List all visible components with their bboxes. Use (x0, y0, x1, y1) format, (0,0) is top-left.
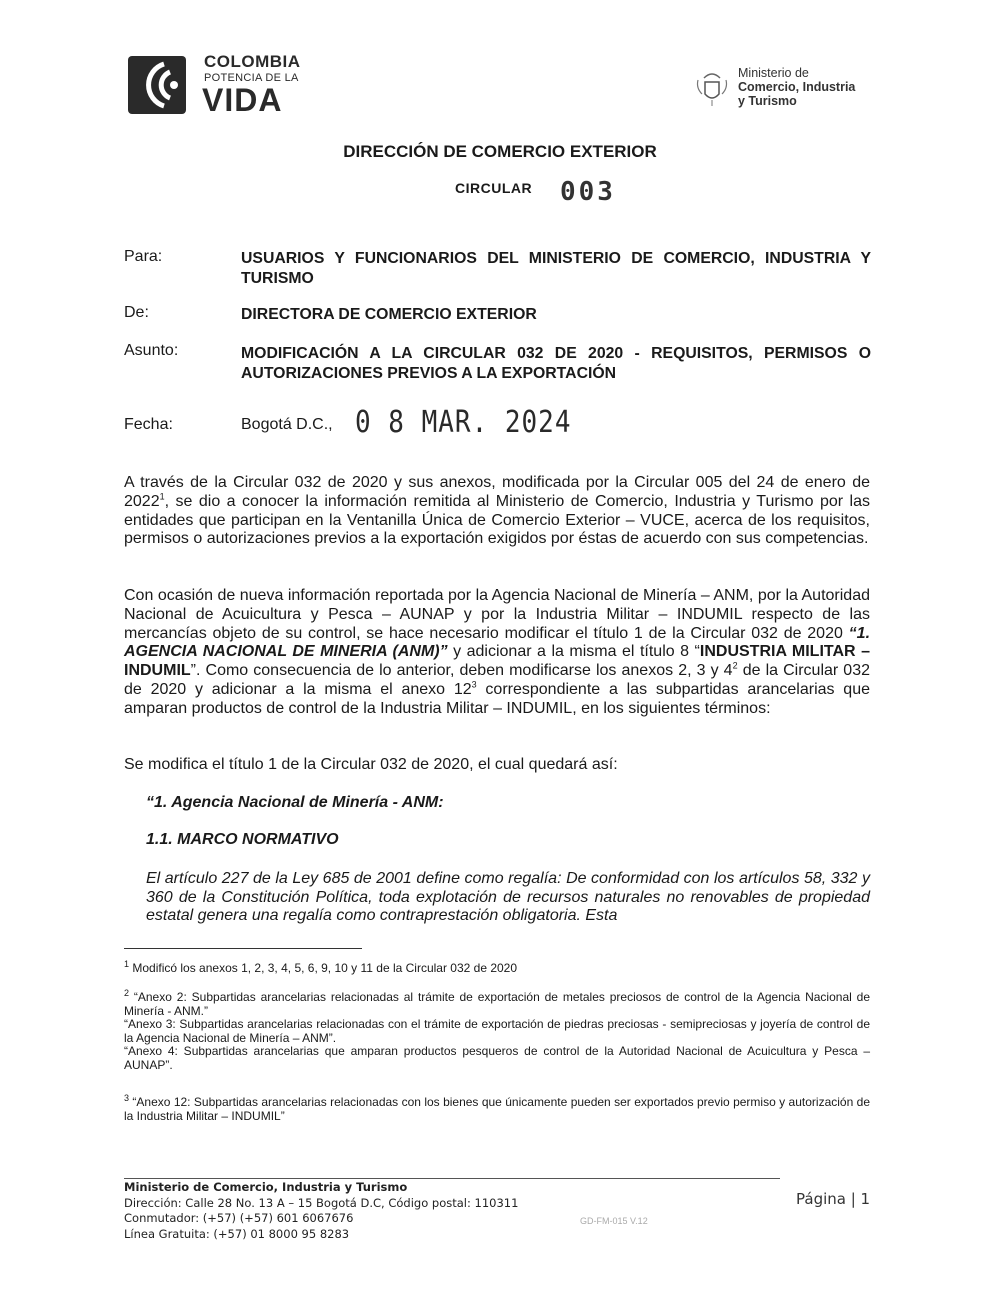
fecha-label: Fecha: (124, 416, 173, 433)
ministry-logo (694, 66, 884, 116)
logo-line-3: VIDA (202, 82, 283, 118)
ministry-name (738, 66, 855, 108)
paragraph-2-text-d: de la Circular 032 de 2020 y adicionar a la misma el anexo 12 (124, 662, 871, 698)
footnote-3-text: “Anexo 12: Subpartidas arancelarias relacionadas con los bienes que únicamente pueden ser exportados previo permiso y autorización de la Industria Militar – INDUMIL” (124, 1095, 870, 1123)
colombia-logo (128, 52, 308, 118)
paragraph-2-text-a: Con ocasión de nueva información reportada por la Agencia Nacional de Minería – ANM, por la Autoridad Nacional de Acuicultura y Pesca – AUNAP y por la Industria Militar – INDUMIL respecto de las mercancías objeto de su control, se hace necesario modificar el título 1 de la Circular 032 de 2020 (124, 587, 870, 642)
fecha-place: Bogotá D.C., (241, 416, 333, 433)
footnote-2-text-b: “Anexo 3: Subpartidas arancelarias relacionadas con el trámite de exportación de piedras preciosas - semipreciosas y joyería de control de la Agencia Nacional de Minería – ANM”. (124, 1017, 870, 1045)
footer-address: Dirección: Calle 28 No. 13 A – 15 Bogotá D.C, Código postal: 110311 (124, 1195, 519, 1210)
footer-org: Ministerio de Comercio, Industria y Turismo (124, 1180, 408, 1194)
logo-line-1: COLOMBIA (204, 52, 301, 71)
footnote-1-number: 1 (124, 959, 130, 969)
colombia-logo-icon (128, 56, 186, 114)
asunto-value: MODIFICACIÓN A LA CIRCULAR 032 DE 2020 - REQUISITOS, PERMISOS O AUTORIZACIONES PREVIOS A LA EXPORTACIÓN (241, 345, 871, 382)
footer-info (124, 1180, 518, 1242)
page-number: Página | 1 (796, 1190, 871, 1208)
paragraph-2-title-8: INDUSTRIA MILITAR – INDUMIL (124, 643, 870, 680)
footnote-2-number: 2 (124, 988, 130, 998)
footnote-2-text-a: “Anexo 2: Subpartidas arancelarias relacionadas al trámite de exportación de metales preciosos de control de la Agencia Nacional de Minería - ANM.” (124, 990, 870, 1018)
logo-line-2: POTENCIA DE LA (204, 72, 299, 84)
footnote-separator (124, 948, 362, 949)
footnote-ref-1: 1 (159, 491, 165, 502)
paragraph-2 (124, 587, 870, 719)
para-value: USUARIOS Y FUNCIONARIOS DEL MINISTERIO DE COMERCIO, INDUSTRIA Y TURISMO (241, 250, 871, 287)
paragraph-2-text-c: ”. Como consecuencia de lo anterior, deben modificarse los anexos 2, 3 y 4 (190, 662, 733, 680)
footnote-3-number: 3 (124, 1093, 130, 1103)
quoted-text: El artículo 227 de la Ley 685 de 2001 define como regalía: De conformidad con los artículos 58, 332 y 360 de la Constitución Política, toda explotación de recursos naturales no renovables de propiedad estatal genera una regalía como contraprestación obligatoria. Esta (146, 870, 870, 924)
de-label: De: (124, 304, 149, 321)
ministry-line-1: Ministerio de (738, 66, 809, 80)
ministry-line-3: y Turismo (738, 94, 797, 108)
paragraph-1 (124, 474, 870, 549)
paragraph-2-title-1: “1. AGENCIA NACIONAL DE MINERIA (ANM)” (124, 624, 871, 661)
paragraph-1-text-a: A través de la Circular 032 de 2020 y sus anexos, modificada por la Circular 005 del 24 de enero de 2022 (124, 474, 870, 510)
document-title: DIRECCIÓN DE COMERCIO EXTERIOR (343, 142, 657, 161)
footer-toll-free: Línea Gratuita: (+57) 01 8000 95 8283 (124, 1226, 350, 1241)
circular-label: CIRCULAR (455, 180, 533, 196)
paragraph-2-text-e: correspondiente a las subpartidas arancelarias que amparan productos de control de la Industria Militar – INDUMIL, en los siguientes términos: (124, 680, 870, 717)
subheading-anm: “1. Agencia Nacional de Minería - ANM: (146, 794, 444, 811)
footer-phone: Conmutador: (+57) (+57) 601 6067676 (124, 1211, 354, 1225)
de-value: DIRECTORA DE COMERCIO EXTERIOR (241, 306, 537, 323)
date-stamp: 0 8 MAR. 2024 (355, 405, 572, 441)
paragraph-2-text-b: y adicionar a la misma el título 8 “ (447, 643, 700, 661)
footnote-2 (124, 988, 870, 1072)
footnote-ref-3: 3 (471, 679, 477, 690)
coat-of-arms-icon (694, 68, 730, 108)
para-label: Para: (124, 248, 163, 265)
subheading-marco-normativo: 1.1. MARCO NORMATIVO (146, 831, 339, 848)
paragraph-3: Se modifica el título 1 de la Circular 032 de 2020, el cual quedará así: (124, 756, 618, 773)
form-code: GD-FM-015 V.12 (580, 1216, 648, 1226)
footnote-1 (124, 959, 870, 976)
ministry-line-2: Comercio, Industria (738, 80, 856, 94)
footnote-1-text: Modificó los anexos 1, 2, 3, 4, 5, 6, 9, 10 y 11 de la Circular 032 de 2020 (129, 961, 518, 975)
footnote-2-text-c: “Anexo 4: Subpartidas arancelarias que amparan productos pesqueros de control de la Autoridad Nacional de Acuicultura y Pesca – AUNAP”. (124, 1044, 870, 1072)
footnote-3 (124, 1093, 870, 1123)
footnote-ref-2: 2 (732, 660, 738, 671)
paragraph-1-text-b: , se dio a conocer la información remitida al Ministerio de Comercio, Industria y Turismo por las entidades que participan en la Ventanilla Única de Comercio Exterior – VUCE, acerca de los requisitos, permisos o autorizaciones previos a la exportación exigidos por éstas de acuerdo con sus competencias. (124, 492, 870, 548)
asunto-label: Asunto: (124, 342, 179, 359)
footer-separator (124, 1178, 780, 1179)
circular-number: 003 (560, 177, 616, 207)
